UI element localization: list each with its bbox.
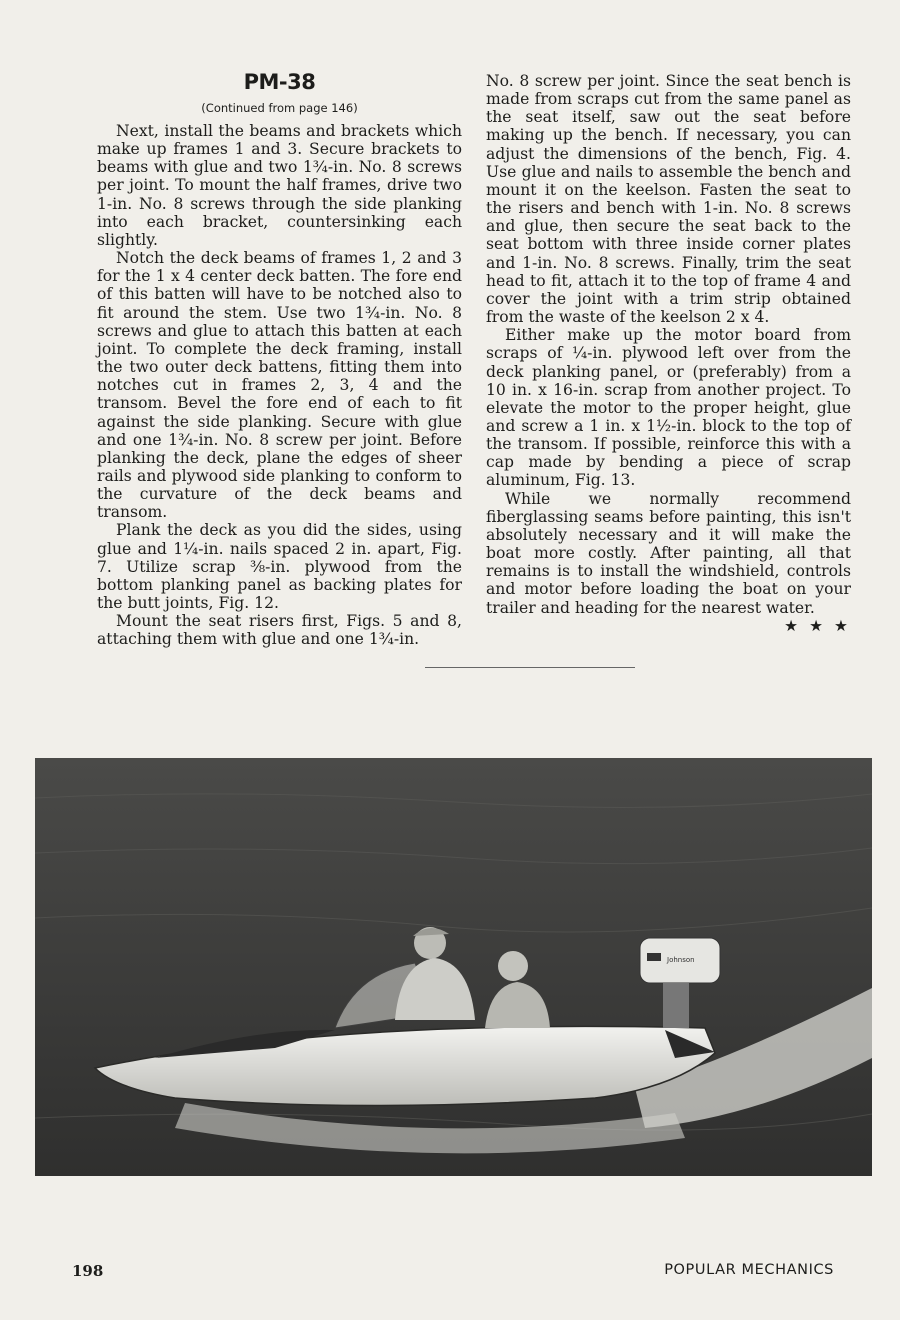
paragraph: Plank the deck as you did the sides, using glue and 1¼-in. nails spaced 2 in. apart, Fig. 7. Utilize scrap ⅜-in. plywood from the bottom planking panel as backing plates for the butt joints, Fig. 12. xyxy=(97,521,462,613)
motor-badge xyxy=(647,953,661,961)
right-column xyxy=(486,72,851,635)
article-title: PM-38 xyxy=(243,70,316,94)
continued-from-note: (Continued from page 146) xyxy=(201,101,358,115)
paragraph: No. 8 screw per joint. Since the seat bench is made from scraps cut from the same panel as the seat itself, saw out the seat before making up the bench. If necessary, you can adjust the dimensions of the bench, Fig. 4. Use glue and nails to assemble the bench and mount it on the keelson. Fasten the seat to the risers and bench with 1-in. No. 8 screws and glue, then secure the seat back to the seat bottom with three inside corner plates and 1-in. No. 8 screws. Finally, trim the seat head to fit, attach it to the top of frame 4 and cover the joint with a trim strip obtained from the waste of the keelson 2 x 4. xyxy=(486,72,851,327)
paragraph: Either make up the motor board from scraps of ¼-in. plywood left over from the deck planking panel, or (preferably) from a 10 in. x 16-in. scrap from another project. To elevate the motor to the proper height, glue and screw a 1 in. x 1½-in. block to the top of the transom. If possible, reinforce this with a cap made by bending a piece of scrap aluminum, Fig. 13. xyxy=(486,326,851,490)
left-column xyxy=(97,70,462,649)
end-mark: ★ ★ ★ xyxy=(784,616,851,635)
paragraph-last xyxy=(486,489,851,635)
motor-brand: Johnson xyxy=(667,956,695,964)
paragraph-text: While we normally recommend fiberglassing seams before painting, this isn't absolutely necessary and it will make the boat more costly. After painting, all that remains is to install the windshield, controls and motor before loading the boat on your trailer and heading for the nearest water. xyxy=(486,489,851,617)
boat-photo xyxy=(35,758,872,1176)
publication-name: POPULAR MECHANICS xyxy=(664,1262,834,1278)
paragraph: Notch the deck beams of frames 1, 2 and 3 for the 1 x 4 center deck batten. The fore end of this batten will have to be notched also to fit around the stem. Use two 1¾-in. No. 8 screws and glue to attach this batten at each joint. To complete the deck framing, install the two outer deck battens, fitting them into notches cut in frames 2, 3, 4 and the transom. Bevel the fore end of each to fit against the side planking. Secure with glue and one 1¾-in. No. 8 screw per joint. Before planking the deck, plane the edges of sheer rails and plywood side planking to conform to the curvature of the deck beams and transom. xyxy=(97,249,462,522)
paragraph: Mount the seat risers first, Figs. 5 and 8, attaching them with glue and one 1¾-in. xyxy=(97,612,462,649)
article-end-rule xyxy=(425,667,635,668)
passenger-head xyxy=(498,951,528,981)
motor-shaft xyxy=(663,983,689,1028)
boat-illustration xyxy=(35,758,872,1176)
page-number: 198 xyxy=(72,1262,104,1280)
paragraph: Next, install the beams and brackets which make up frames 1 and 3. Secure brackets to beams with glue and two 1¾-in. No. 8 screws per joint. To mount the half frames, drive two 1-in. No. 8 screws through the side planking into each bracket, countersinking each slightly. xyxy=(97,122,462,249)
